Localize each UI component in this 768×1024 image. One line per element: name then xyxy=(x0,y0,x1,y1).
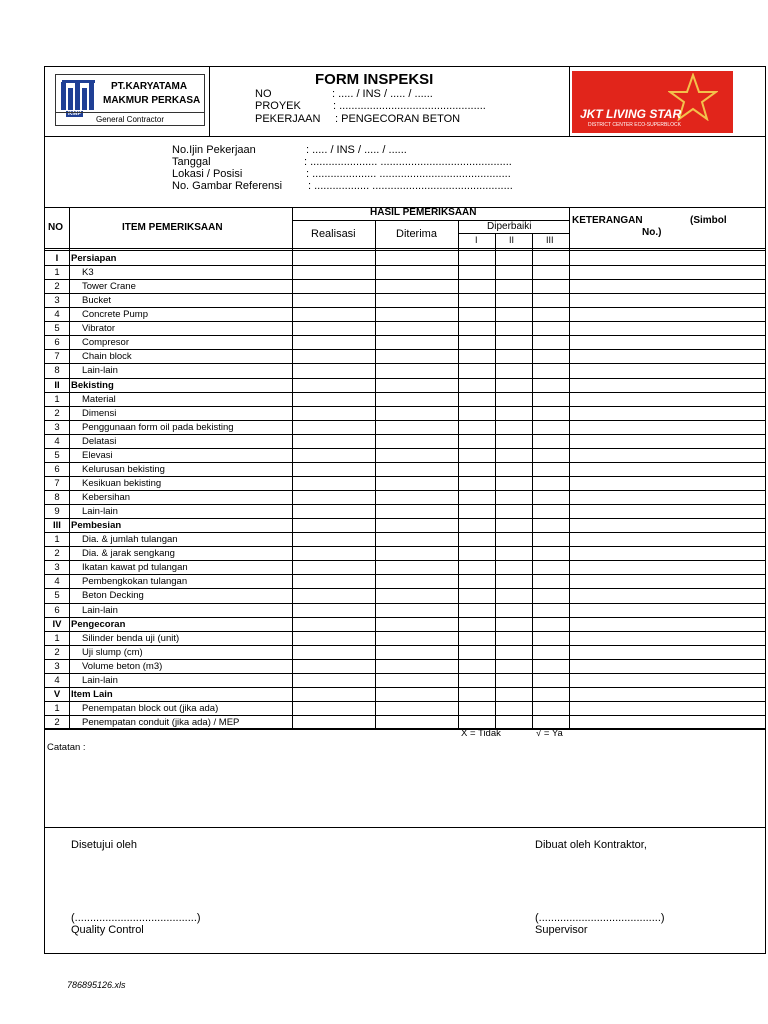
pekerjaan-label: PEKERJAAN xyxy=(255,113,321,125)
table-row xyxy=(45,673,765,687)
tanggal-label: Tanggal xyxy=(172,156,211,168)
row-item: Kebersihan xyxy=(82,492,131,504)
table-row xyxy=(45,574,765,588)
table-row xyxy=(45,307,765,321)
catatan-area[interactable] xyxy=(45,755,765,825)
section-title: Persiapan xyxy=(71,253,117,264)
table-row xyxy=(45,476,765,490)
kmp-logo-icon xyxy=(60,78,100,114)
col-simbol-header-2: No.) xyxy=(642,227,662,238)
row-item: Silinder benda uji (unit) xyxy=(82,632,180,644)
row-item: Penggunaan form oil pada bekisting xyxy=(82,421,234,433)
row-item: Vibrator xyxy=(82,323,116,335)
col-diterima-header: Diterima xyxy=(396,228,437,240)
table-row xyxy=(45,715,765,729)
table-row xyxy=(45,490,765,504)
row-number: 2 xyxy=(54,548,60,560)
brand-text: JKT LIVING STAR xyxy=(580,107,682,121)
row-number: III xyxy=(53,520,61,532)
table-row xyxy=(45,560,765,574)
table-row xyxy=(45,532,765,546)
footer-filename: 786895126.xls xyxy=(67,980,126,990)
row-number: 3 xyxy=(54,421,60,433)
izin-value: : ..... / INS / ..... / ...... xyxy=(306,144,407,156)
table-row xyxy=(45,434,765,448)
approved-by-label: Disetujui oleh xyxy=(71,839,138,851)
row-item: Kesikuan bekisting xyxy=(82,477,162,489)
header-bottom-rule xyxy=(44,136,766,137)
row-item: Penempatan block out (jika ada) xyxy=(82,702,219,714)
project-brand-logo xyxy=(572,71,733,133)
section-row xyxy=(45,518,765,532)
row-number: 5 xyxy=(54,590,60,602)
table-row xyxy=(45,293,765,307)
table-row xyxy=(45,603,765,617)
approved-role: Quality Control xyxy=(71,924,144,936)
table-row xyxy=(45,420,765,434)
row-item: Dia. & jarak sengkang xyxy=(82,548,175,560)
lokasi-value: : ..................... ........................................... xyxy=(306,168,511,180)
table-row xyxy=(45,363,765,377)
row-number: 3 xyxy=(54,562,60,574)
section-row xyxy=(45,617,765,631)
row-item: Tower Crane xyxy=(82,281,136,293)
no-value: : ..... / INS / ..... / ...... xyxy=(332,88,433,100)
row-number: 2 xyxy=(54,646,60,658)
row-number: 7 xyxy=(54,477,60,489)
no-label: NO xyxy=(255,88,272,100)
company-name-line1: PT.KARYATAMA xyxy=(111,81,188,92)
row-item: Pembengkokan tulangan xyxy=(82,576,188,588)
form-title: FORM INSPEKSI xyxy=(315,71,434,88)
table-row xyxy=(45,335,765,349)
table-row xyxy=(45,645,765,659)
row-number: 8 xyxy=(54,365,60,377)
row-number: 1 xyxy=(54,632,60,644)
row-number: 2 xyxy=(54,716,60,728)
made-role: Supervisor xyxy=(535,924,588,936)
section-title: Pengecoran xyxy=(71,618,126,630)
table-row xyxy=(45,321,765,335)
row-number: 9 xyxy=(54,506,60,518)
made-by-label: Dibuat oleh Kontraktor, xyxy=(535,839,647,851)
row-item: Dimensi xyxy=(82,407,117,419)
row-number: 2 xyxy=(54,407,60,419)
section-row xyxy=(45,687,765,701)
row-number: 4 xyxy=(54,309,60,321)
table-row xyxy=(45,265,765,279)
header-divider-left xyxy=(209,66,210,136)
tanggal-value: : ...................... ........................................... xyxy=(304,156,512,168)
row-item: K3 xyxy=(82,267,94,279)
section-title: Bekisting xyxy=(71,379,114,391)
izin-label: No.Ijin Pekerjaan xyxy=(172,144,256,156)
row-number: 5 xyxy=(54,449,60,461)
legend-ya: √ = Ya xyxy=(536,728,563,739)
row-number: 3 xyxy=(54,295,60,307)
row-number: 4 xyxy=(54,674,60,686)
row-item: Concrete Pump xyxy=(82,309,149,321)
col-hasil-header: HASIL PEMERIKSAAN xyxy=(370,207,477,218)
table-row xyxy=(45,631,765,645)
row-number: 1 xyxy=(54,393,60,405)
table-row xyxy=(45,588,765,602)
row-number: 1 xyxy=(54,534,60,546)
gambar-label: No. Gambar Referensi xyxy=(172,180,283,192)
row-number: 6 xyxy=(54,337,60,349)
row-item: Beton Decking xyxy=(82,590,144,602)
row-item: Uji slump (cm) xyxy=(82,646,143,658)
row-item: Lain-lain xyxy=(82,506,118,518)
row-number: 3 xyxy=(54,660,60,672)
row-item: Chain block xyxy=(82,351,132,363)
row-number: 6 xyxy=(54,463,60,475)
lokasi-label: Lokasi / Posisi xyxy=(172,168,243,180)
pekerjaan-value: : PENGECORAN BETON xyxy=(335,113,461,125)
row-item: Lain-lain xyxy=(82,674,118,686)
made-signature-blank[interactable]: (........................................) xyxy=(535,912,665,924)
col-no-header: NO xyxy=(48,222,63,233)
row-number: V xyxy=(53,688,61,700)
row-item: Bucket xyxy=(82,295,112,307)
table-row xyxy=(45,392,765,406)
table-row xyxy=(45,546,765,560)
col-simbol-header: (Simbol xyxy=(690,215,727,226)
row-number: 7 xyxy=(54,351,60,363)
row-item: Material xyxy=(82,393,116,405)
row-rule xyxy=(44,729,766,730)
section-title: Pembesian xyxy=(71,520,122,532)
approved-signature-blank[interactable]: (........................................) xyxy=(71,912,201,924)
row-item: Delatasi xyxy=(82,435,117,447)
col-realisasi-header: Realisasi xyxy=(311,228,356,240)
table-row xyxy=(45,279,765,293)
row-item: Volume beton (m3) xyxy=(82,660,163,672)
row-number: IV xyxy=(52,618,62,630)
row-number: II xyxy=(54,379,60,391)
gambar-value: : .................. .............................................. xyxy=(308,180,513,192)
table-header-bottom xyxy=(44,248,766,249)
row-item: Compresor xyxy=(82,337,129,349)
section-title: Item Lain xyxy=(71,688,113,700)
row-number: 5 xyxy=(54,323,60,335)
header-divider-right xyxy=(569,66,570,136)
row-item: Lain-lain xyxy=(82,365,118,377)
notes-bottom-rule xyxy=(44,827,766,828)
proyek-label: PROYEK xyxy=(255,100,301,112)
row-item: Lain-lain xyxy=(82,604,118,616)
row-item: Elevasi xyxy=(82,449,113,461)
table-row xyxy=(45,701,765,715)
row-number: I xyxy=(55,253,59,264)
row-number: 4 xyxy=(54,435,60,447)
row-item: Dia. & jumlah tulangan xyxy=(82,534,178,546)
company-name-line2: MAKMUR PERKASA xyxy=(103,95,201,106)
row-number: 1 xyxy=(54,702,60,714)
row-number: 1 xyxy=(54,267,60,279)
row-number: 8 xyxy=(54,492,60,504)
table-row xyxy=(45,406,765,420)
table-row xyxy=(45,462,765,476)
kmp-mark: KMP xyxy=(68,111,82,117)
table-row xyxy=(45,504,765,518)
proyek-value: : ................................................ xyxy=(333,100,486,112)
col-item-header: ITEM PEMERIKSAAN xyxy=(122,222,223,233)
sub-col-3: III xyxy=(546,235,554,245)
section-row xyxy=(45,251,765,265)
table-row xyxy=(45,349,765,363)
row-number: 4 xyxy=(54,576,60,588)
sub-col-2: II xyxy=(509,235,515,245)
table-row xyxy=(45,448,765,462)
table-row xyxy=(45,659,765,673)
col-keterangan-header: KETERANGAN xyxy=(572,215,643,226)
company-subtitle: General Contractor xyxy=(56,112,204,126)
row-item: Penempatan conduit (jika ada) / MEP xyxy=(82,716,240,728)
col-diperbaiki-header: Diperbaiki xyxy=(487,221,532,232)
row-item: Kelurusan bekisting xyxy=(82,463,165,475)
section-row xyxy=(45,378,765,392)
legend-tidak: X = Tidak xyxy=(461,728,501,739)
table-bottom-rule xyxy=(44,728,766,729)
sub-col-1: I xyxy=(475,235,478,245)
row-item: Ikatan kawat pd tulangan xyxy=(82,562,188,574)
catatan-label: Catatan : xyxy=(47,742,86,753)
row-number: 6 xyxy=(54,604,60,616)
row-number: 2 xyxy=(54,281,60,293)
brand-subtitle: DISTRICT CENTER ECO-SUPERBLOCK xyxy=(588,122,681,128)
